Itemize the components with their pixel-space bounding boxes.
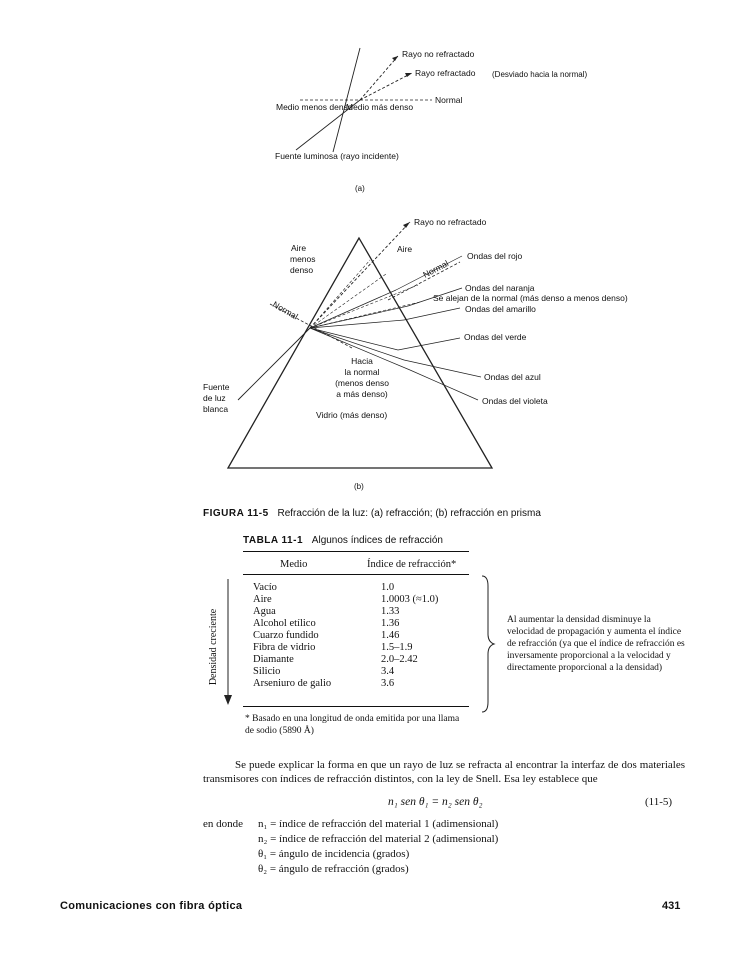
def-1: n₁ = índice de refracción del material 1 (adimensional) xyxy=(258,818,499,830)
wave-yellow: Ondas del amarillo xyxy=(465,304,536,314)
cell-medium: Cuarzo fundido xyxy=(253,630,319,641)
figure-a xyxy=(0,0,754,200)
def-3: θ₁ = ángulo de incidencia (grados) xyxy=(258,848,410,860)
label-source-b: Fuente de luz blanca xyxy=(203,382,230,414)
label-ray-unrefracted: Rayo no refractado xyxy=(402,49,475,59)
table-rule-top xyxy=(243,551,469,552)
refracted-ray xyxy=(360,73,412,100)
figure-caption-text: Refracción de la luz: (a) refracción; (b) refracción en prisma xyxy=(277,508,541,519)
prism xyxy=(228,238,492,468)
label-normal-right: Normal xyxy=(421,258,451,280)
wave-violet: Ondas del violeta xyxy=(482,396,548,406)
table-row xyxy=(253,606,438,618)
table-row xyxy=(253,654,438,666)
cell-index: 1.36 xyxy=(381,618,400,629)
cell-medium: Silicio xyxy=(253,666,281,677)
table-footnote: * Basado en una longitud de onda emitida por una llama de sodio (5890 Å) xyxy=(245,714,460,736)
def-4: θ₂ = ángulo de refracción (grados) xyxy=(258,863,409,875)
cell-medium: Diamante xyxy=(253,654,294,665)
cell-index: 3.4 xyxy=(381,666,395,677)
label-air-left: Aire menos denso xyxy=(290,243,316,275)
cell-index: 1.0003 (≈1.0) xyxy=(381,594,439,605)
where-label: en donde xyxy=(203,818,244,830)
snell-equation: n₁ sen θ₁ = n₂ sen θ₂ xyxy=(388,796,483,808)
table-rule-mid xyxy=(243,574,469,575)
col-index-header: Índice de refracción* xyxy=(367,559,457,570)
figure-number: FIGURA 11-5 xyxy=(203,508,269,519)
label-away-normal: Se alejan de la normal (más denso a menos denso) xyxy=(433,293,628,303)
body-paragraph: Se puede explicar la forma en que un rayo de luz se refracta al encontrar la interfaz de dos materiales transmisores con índices de refracción distintos, con la ley de Snell. Esa ley establece que xyxy=(203,759,685,785)
label-toward-normal: Hacia la normal (menos denso a más denso) xyxy=(335,356,389,399)
cell-index: 1.46 xyxy=(381,630,400,641)
panel-a-label: (a) xyxy=(355,184,365,193)
table-row xyxy=(253,594,438,606)
table-row xyxy=(253,582,438,594)
label-ray-refracted: Rayo refractado xyxy=(415,68,476,78)
density-arrow xyxy=(198,575,238,710)
figure-caption xyxy=(203,508,541,519)
cell-index: 1.0 xyxy=(381,582,395,593)
index-table xyxy=(253,582,438,690)
page-number: 431 xyxy=(662,900,681,912)
cell-medium: Aire xyxy=(253,594,272,605)
cell-medium: Agua xyxy=(253,606,276,617)
cell-index: 3.6 xyxy=(381,678,395,689)
label-normal: Normal xyxy=(435,95,463,105)
table-row xyxy=(253,678,438,690)
table-title-text: Algunos índices de refracción xyxy=(311,535,443,546)
cell-medium: Arseniuro de galio xyxy=(253,678,332,689)
footer-title: Comunicaciones con fibra óptica xyxy=(60,900,243,912)
col-medium-header: Medio xyxy=(280,559,308,570)
cell-index: 1.5–1.9 xyxy=(381,642,413,653)
def-2: n₂ = índice de refracción del material 2 (adimensional) xyxy=(258,833,499,845)
table-row xyxy=(253,618,438,630)
cell-medium: Alcohol etílico xyxy=(253,618,316,629)
brace xyxy=(478,574,498,714)
label-ray-unrefracted-b: Rayo no refractado xyxy=(414,217,487,227)
cell-medium: Vacío xyxy=(253,582,277,593)
table-number: TABLA 11-1 xyxy=(243,535,304,546)
unrefracted-ray-b xyxy=(310,222,413,328)
wave-green: Ondas del verde xyxy=(464,332,527,342)
density-label: Densidad creciente xyxy=(208,608,219,686)
table-row xyxy=(253,630,438,642)
wave-blue: Ondas del azul xyxy=(484,372,541,382)
table-row xyxy=(253,666,438,678)
table-row xyxy=(253,642,438,654)
wave-red: Ondas del rojo xyxy=(467,251,523,261)
label-source: Fuente luminosa (rayo incidente) xyxy=(275,151,399,161)
table-title xyxy=(243,535,443,546)
label-glass: Vidrio (más denso) xyxy=(316,410,388,420)
table-rule-bottom xyxy=(243,706,469,707)
label-deviated: (Desviado hacia la normal) xyxy=(492,70,588,79)
label-medium-more: Medio más denso xyxy=(346,102,414,112)
white-light-ray xyxy=(238,328,310,400)
wave-orange: Ondas del naranja xyxy=(465,283,535,293)
label-normal-left: Normal xyxy=(271,299,300,322)
label-medium-less: Medio menos denso xyxy=(276,102,353,112)
equation-number: (11-5) xyxy=(645,796,673,808)
cell-index: 1.33 xyxy=(381,606,400,617)
label-air-right: Aire xyxy=(397,244,413,254)
unrefracted-ray xyxy=(360,56,398,100)
table-note: Al aumentar la densidad disminuye la velocidad de propagación y aumenta el índice de refracción (ya que el índice de refracción es inversamente proporcional a la velocidad y directamente proporcional a la densidad) xyxy=(507,615,685,673)
cell-medium: Fibra de vidrio xyxy=(253,642,316,653)
panel-b-label: (b) xyxy=(354,482,364,491)
cell-index: 2.0–2.42 xyxy=(381,654,418,665)
figure-b xyxy=(0,200,754,500)
